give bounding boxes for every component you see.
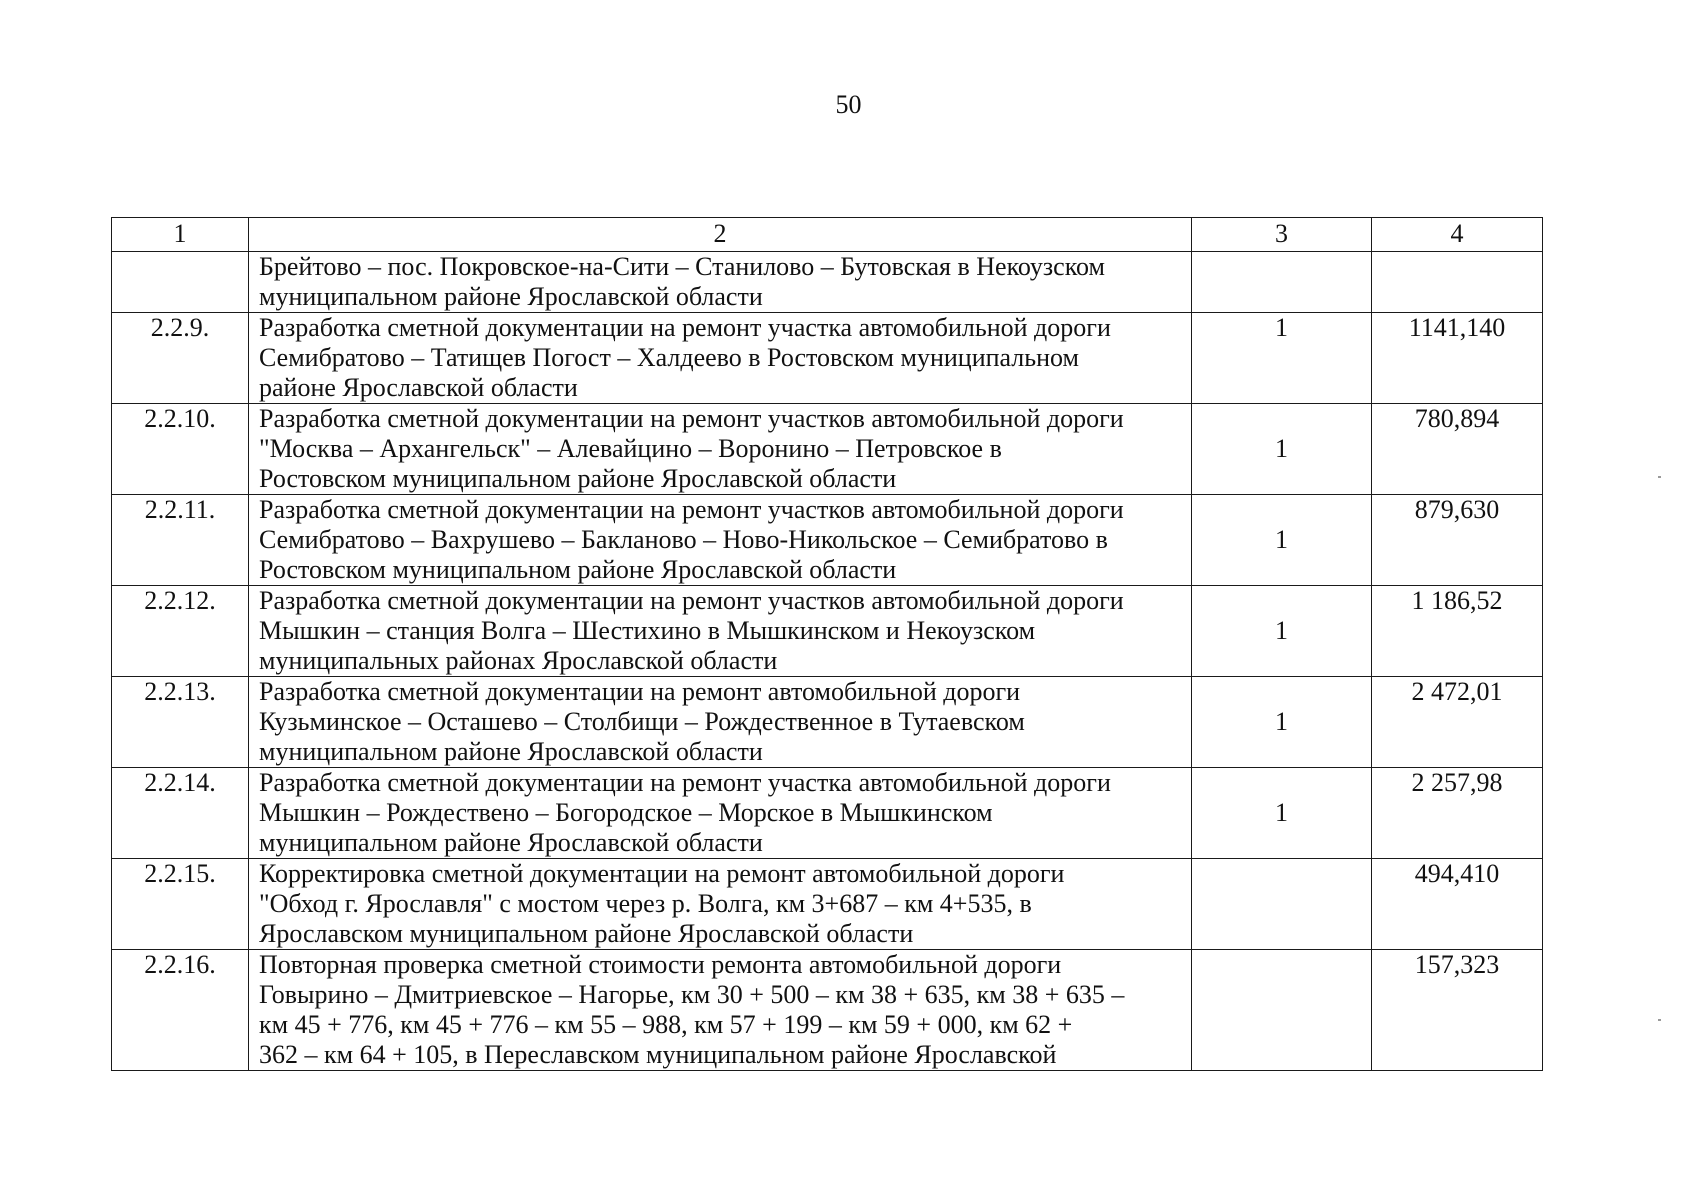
row-description [249,586,1192,677]
row-quantity: 1 [1192,404,1372,495]
scan-speck [1658,1019,1661,1021]
header-col-3: 3 [1192,218,1372,252]
description-line: муниципальном районе Ярославской области [259,828,763,857]
description-line: Мышкин – Рождествено – Богородское – Морское в Мышкинском [259,798,993,827]
row-amount: 1141,140 [1372,313,1543,404]
row-number: 2.2.12. [112,586,249,677]
table-row [112,495,1543,586]
description-line: Разработка сметной документации на ремонт участка автомобильной дороги [259,768,1111,797]
row-description [249,950,1192,1071]
description-line: Семибратово – Татищев Погост – Халдеево в Ростовском муниципальном [259,343,1079,372]
description-line: Мышкин – станция Волга – Шестихино в Мышкинском и Некоузском [259,616,1036,645]
description-line: Разработка сметной документации на ремонт участков автомобильной дороги [259,404,1124,433]
row-amount: 780,894 [1372,404,1543,495]
description-line: Разработка сметной документации на ремонт участков автомобильной дороги [259,586,1124,615]
row-number: 2.2.13. [112,677,249,768]
row-amount: 879,630 [1372,495,1543,586]
description-line: Кузьминское – Осташево – Столбищи – Рождественное в Тутаевском [259,707,1025,736]
table-row [112,586,1543,677]
table-row [112,252,1543,313]
description-line: Говырино – Дмитриевское – Нагорье, км 30 + 500 – км 38 + 635, км 38 + 635 – [259,980,1125,1009]
row-description [249,313,1192,404]
row-quantity: 1 [1192,313,1372,404]
row-quantity [1192,859,1372,950]
description-line: Повторная проверка сметной стоимости ремонта автомобильной дороги [259,950,1062,979]
table-header-row [112,218,1543,252]
table-row [112,404,1543,495]
description-line: Разработка сметной документации на ремонт автомобильной дороги [259,677,1021,706]
description-line: Ярославском муниципальном районе Ярославской области [259,919,914,948]
row-number: 2.2.11. [112,495,249,586]
description-line: муниципальном районе Ярославской области [259,282,763,311]
row-amount: 2 472,01 [1372,677,1543,768]
description-line: 362 – км 64 + 105, в Переславском муниципальном районе Ярославской [259,1040,1057,1069]
row-amount: 494,410 [1372,859,1543,950]
table-row [112,950,1543,1071]
header-col-4: 4 [1372,218,1543,252]
table-body [112,252,1543,1071]
table-row [112,313,1543,404]
row-description [249,252,1192,313]
row-number: 2.2.10. [112,404,249,495]
description-line: муниципальных районах Ярославской области [259,646,778,675]
row-description [249,859,1192,950]
page-number: 50 [835,90,862,119]
description-line: районе Ярославской области [259,373,578,402]
description-line: Семибратово – Вахрушево – Бакланово – Ново-Никольское – Семибратово в [259,525,1108,554]
table-row [112,677,1543,768]
scan-speck [1658,476,1661,478]
description-line: км 45 + 776, км 45 + 776 – км 55 – 988, км 57 + 199 – км 59 + 000, км 62 + [259,1010,1073,1039]
row-description [249,677,1192,768]
description-line: Брейтово – пос. Покровское-на-Сити – Станилово – Бутовская в Некоузском [259,252,1105,281]
description-line: Разработка сметной документации на ремонт участка автомобильной дороги [259,313,1111,342]
description-line: Разработка сметной документации на ремонт участков автомобильной дороги [259,495,1124,524]
header-col-2: 2 [249,218,1192,252]
row-quantity [1192,252,1372,313]
row-amount: 157,323 [1372,950,1543,1071]
description-line: "Москва – Архангельск" – Алевайцино – Воронино – Петровское в [259,434,1002,463]
row-quantity: 1 [1192,495,1372,586]
description-line: Ростовском муниципальном районе Ярославской области [259,464,897,493]
row-quantity: 1 [1192,586,1372,677]
row-amount: 1 186,52 [1372,586,1543,677]
description-line: "Обход г. Ярославля" с мостом через р. Волга, км 3+687 – км 4+535, в [259,889,1032,918]
data-table [111,217,1543,1071]
row-description [249,768,1192,859]
table-row [112,768,1543,859]
description-line: Корректировка сметной документации на ремонт автомобильной дороги [259,859,1065,888]
row-number: 2.2.16. [112,950,249,1071]
row-quantity: 1 [1192,768,1372,859]
row-quantity [1192,950,1372,1071]
row-amount: 2 257,98 [1372,768,1543,859]
row-description [249,495,1192,586]
row-number [112,252,249,313]
row-number: 2.2.9. [112,313,249,404]
row-quantity: 1 [1192,677,1372,768]
description-line: Ростовском муниципальном районе Ярославской области [259,555,897,584]
table-row [112,859,1543,950]
header-col-1: 1 [112,218,249,252]
row-description [249,404,1192,495]
row-number: 2.2.14. [112,768,249,859]
row-number: 2.2.15. [112,859,249,950]
row-amount [1372,252,1543,313]
description-line: муниципальном районе Ярославской области [259,737,763,766]
